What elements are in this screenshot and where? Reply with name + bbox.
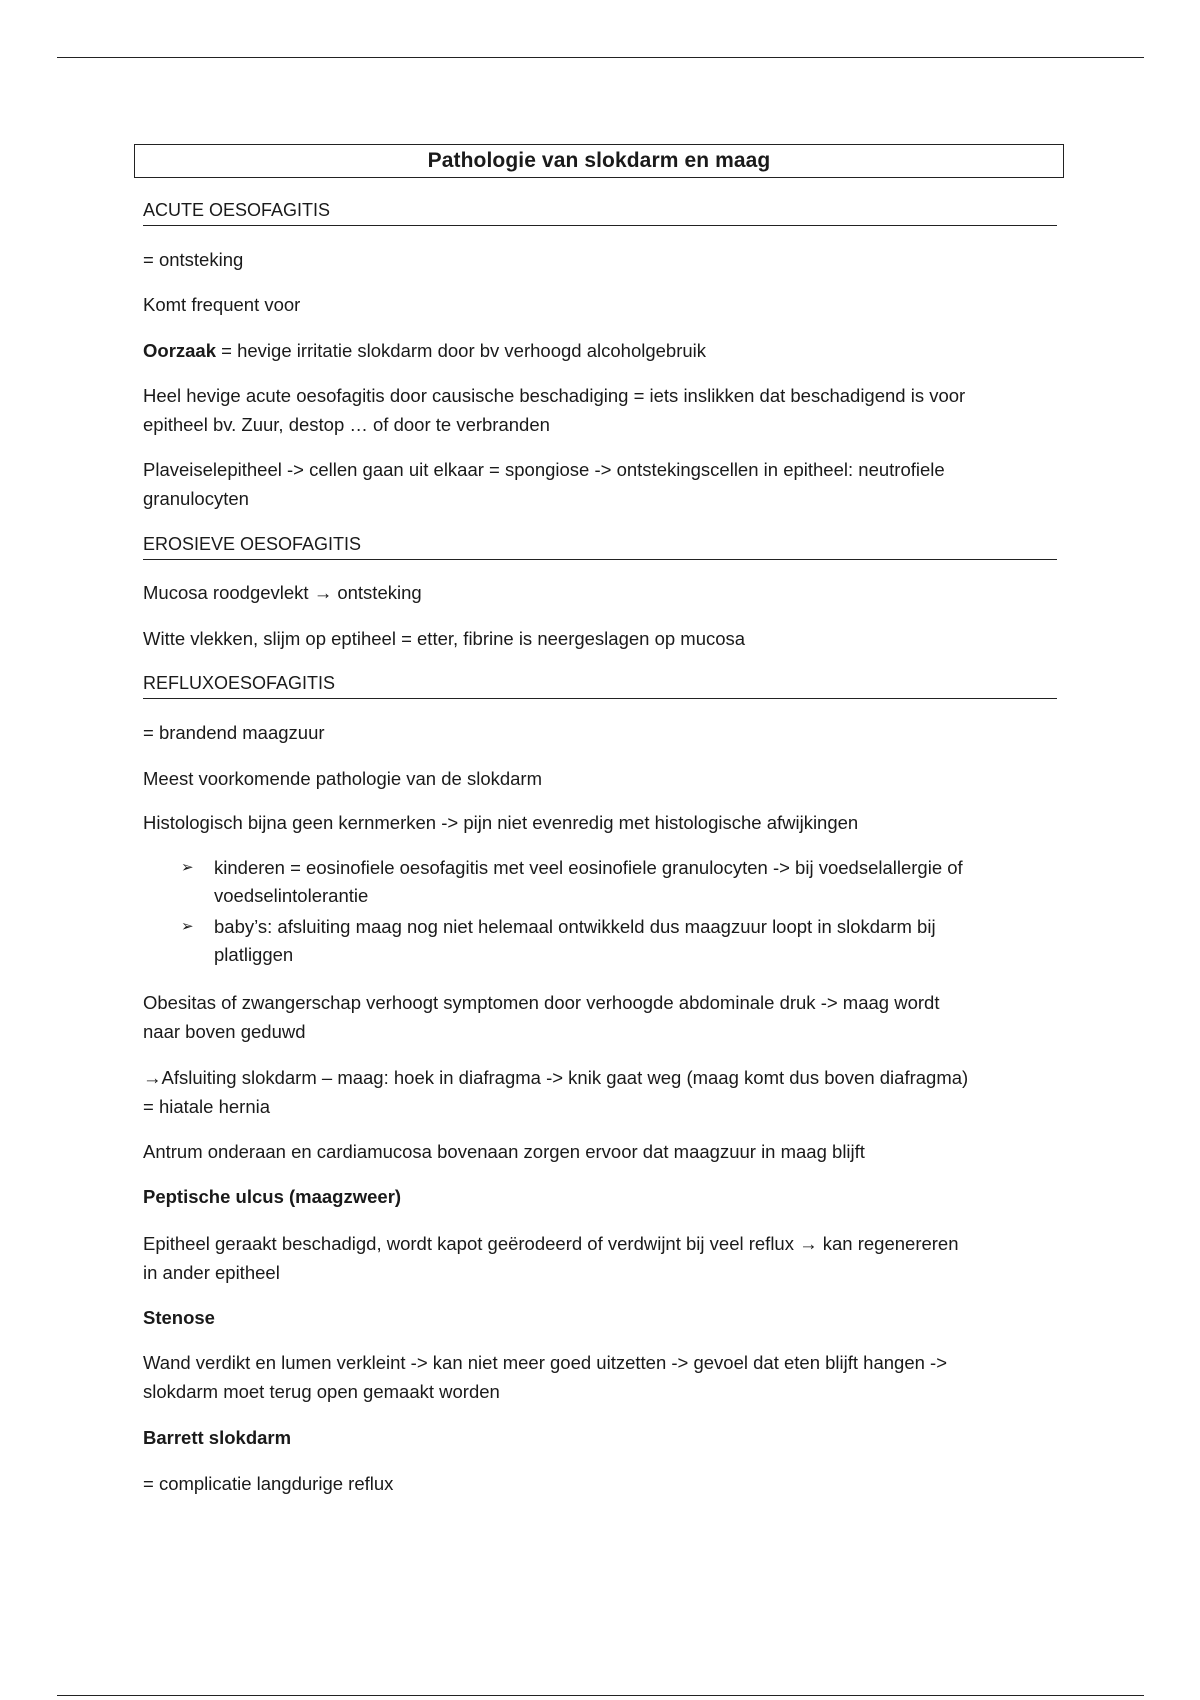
paragraph-line: in ander epitheel <box>143 1262 280 1283</box>
paragraph-line: naar boven geduwd <box>143 1021 306 1042</box>
paragraph-line: slokdarm moet terug open gemaakt worden <box>143 1381 500 1402</box>
paragraph: Witte vlekken, slijm op eptiheel = etter, fibrine is neergeslagen op mucosa <box>143 628 746 649</box>
paragraph: Histologisch bijna geen kernmerken -> pijn niet evenredig met histologische afwijkingen <box>143 812 859 833</box>
paragraph: = ontsteking <box>143 249 244 270</box>
paragraph-line: Epitheel geraakt beschadigd, wordt kapot geërodeerd of verdwijnt bij veel reflux → kan regenereren <box>143 1233 959 1254</box>
paragraph-line: Heel hevige acute oesofagitis door causische beschadiging = iets inslikken dat beschadigend is voor <box>143 385 966 406</box>
paragraph <box>143 336 1057 365</box>
subheading-stenose: Stenose <box>143 1307 215 1328</box>
list-item <box>181 854 1041 910</box>
paragraph <box>143 1348 1057 1406</box>
paragraph-line: Plaveiselepitheel -> cellen gaan uit elkaar = spongiose -> ontstekingscellen in epitheel: neutrofiele <box>143 459 945 480</box>
paragraph: = complicatie langdurige reflux <box>143 1473 394 1494</box>
arrow-bullet-icon: ➢ <box>181 918 194 935</box>
list-item-line: voedselintolerantie <box>214 885 369 906</box>
paragraph <box>143 1229 1057 1287</box>
paragraph: Meest voorkomende pathologie van de slokdarm <box>143 768 543 789</box>
page-top-rule <box>57 57 1144 58</box>
paragraph: Mucosa roodgevlekt → ontsteking <box>143 582 422 603</box>
paragraph <box>143 455 1057 513</box>
section-heading-erosieve: EROSIEVE OESOFAGITIS <box>143 533 1057 560</box>
paragraph: Antrum onderaan en cardiamucosa bovenaan zorgen ervoor dat maagzuur in maag blijft <box>143 1141 865 1162</box>
list-item-line: platliggen <box>214 944 294 965</box>
paragraph-line: = hiatale hernia <box>143 1096 271 1117</box>
list-item <box>181 913 1041 969</box>
paragraph-line: granulocyten <box>143 488 249 509</box>
arrow-bullet-icon: ➢ <box>181 859 194 876</box>
paragraph <box>143 988 1057 1046</box>
paragraph: = brandend maagzuur <box>143 722 325 743</box>
page-bottom-rule <box>57 1695 1144 1696</box>
paragraph-line: epitheel bv. Zuur, destop … of door te verbranden <box>143 414 550 435</box>
paragraph-line: Obesitas of zwangerschap verhoogt symptomen door verhoogde abdominale druk -> maag wordt <box>143 992 940 1013</box>
section-heading-reflux: REFLUXOESOFAGITIS <box>143 672 1057 699</box>
paragraph: Komt frequent voor <box>143 294 301 315</box>
document-title-text: Pathologie van slokdarm en maag <box>427 149 771 172</box>
subheading-peptische-ulcus: Peptische ulcus (maagzweer) <box>143 1186 402 1207</box>
paragraph <box>143 381 1057 439</box>
paragraph-text: = hevige irritatie slokdarm door bv verhoogd alcoholgebruik <box>216 340 707 361</box>
list-item-line: baby’s: afsluiting maag nog niet helemaal ontwikkeld dus maagzuur loopt in slokdarm bij <box>214 916 936 937</box>
list-item-text <box>181 854 1041 910</box>
bold-term: Oorzaak <box>143 340 217 361</box>
document-title <box>134 144 1064 178</box>
paragraph <box>143 1063 1057 1121</box>
paragraph-line: →Afsluiting slokdarm – maag: hoek in diafragma -> knik gaat weg (maag komt dus boven diafragma) <box>143 1067 969 1088</box>
subheading-barrett: Barrett slokdarm <box>143 1427 292 1448</box>
paragraph-line: Wand verdikt en lumen verkleint -> kan niet meer goed uitzetten -> gevoel dat eten blijft hangen -> <box>143 1352 948 1373</box>
list-item-line: kinderen = eosinofiele oesofagitis met veel eosinofiele granulocyten -> bij voedselallergie of <box>214 857 963 878</box>
section-heading-acute: ACUTE OESOFAGITIS <box>143 199 1057 226</box>
list-item-text <box>181 913 1041 969</box>
